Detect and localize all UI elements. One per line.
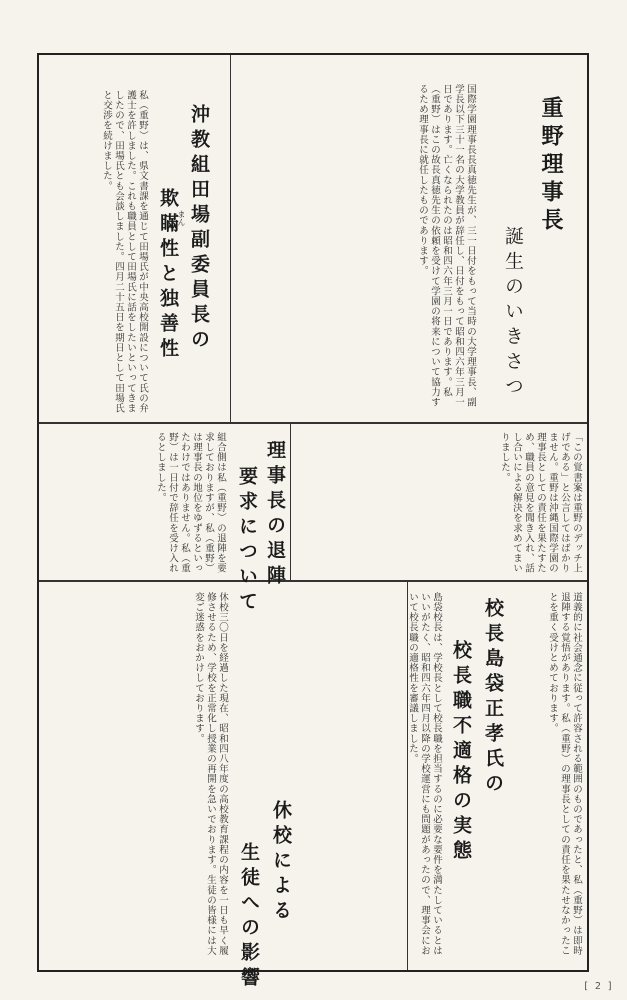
article1-subtitle: 誕生のいきさつ — [502, 226, 524, 401]
article2-ruby: まん — [177, 210, 186, 226]
divider-v-middle — [290, 424, 291, 580]
divider-v-left-top — [230, 55, 231, 422]
article4-subtitle: 校長職不適格の実態 — [450, 640, 472, 865]
article5-subtitle: 生徒への影響 — [238, 842, 260, 992]
article1-body: 国際学園理事長長真徳先生が、三一日付をもって当時の大学理事長、副学長以下三十一名の大学教員が辞任し、日付をもって昭和四六年三月一日であります。亡くなられたのは昭和四六年三月一日であります。私（重野）はこの故長真徳先生の依頼を受けて学園の将来について協力するため理事長に就任したものであります。 — [417, 84, 476, 408]
article6-body: 「この覚書案は重野のデッチ上げである」と公言してはばかりません。重野は沖縄国際学園の理事長としての責任を果たすため、職員の意見を聞き入れ、話し合いによる解決を求めてまいりました。 — [499, 432, 582, 574]
page-number: [ 2 ] — [582, 981, 613, 992]
article1-title: 重野理事長 — [538, 96, 564, 236]
article5-title: 休校による — [270, 800, 292, 925]
article3-subtitle: 要求について — [236, 466, 258, 616]
article2-title: 沖教組田場副委員長の — [188, 104, 210, 354]
article3-title: 理事長の退陣 — [264, 440, 286, 590]
article5-body: 休校三〇日を経過した現在、昭和四八年度の高校教育課程の内容を一日も早く履修させるため、学校を正常化し授業の再開を急いでおります。生徒の皆様には大変ご迷惑をおかけしております。 — [193, 592, 228, 956]
article7-body: 道義的に社会通念に従って許容される範囲のものであったと、私（重野）は即時退陣する覚悟があります。私（重野）の理事長としての責任を果たせなかったことを重く受けとめております。 — [547, 592, 582, 956]
article4-title: 校長島袋正孝氏の — [482, 598, 504, 798]
article2-body: 私（重野）は、県文書課を通じて田場氏が中央高校開設について氏の弁護士を許しました。これも職員として田場氏に話をしたいといってきましたので、田場氏とも会談しました。四月二十五日を期日として田場氏と交渉を続けました。 — [101, 90, 148, 414]
divider-middle — [39, 580, 587, 582]
article4-body: 島袋校長は、学校長として校長職を担当するのに必要な要件を満たしているとはいいがたく、昭和四六年四月以降の学校運営にも問題があったので、理事会において校長職の適格性を審議しました。 — [407, 592, 442, 956]
divider-top-middle — [39, 422, 587, 424]
article2-subtitle: 欺瞞性と独善性 — [157, 188, 179, 363]
article3-body: 組合側は私（重野）の退陣を要求しておりますが、私（重野）は理事長の地位をゆずるといったわけではありません。私（重野）は一日付で辞任を受け入れるとしました。 — [155, 432, 226, 574]
article4-body-cont — [300, 592, 400, 792]
